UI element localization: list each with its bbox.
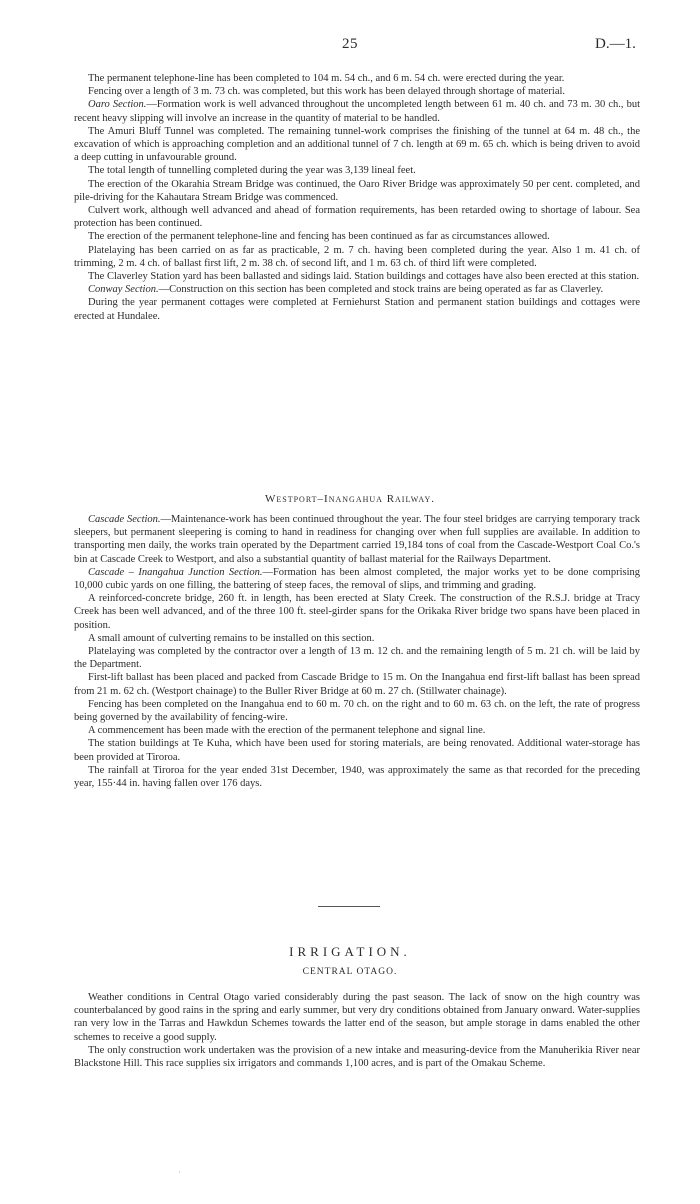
section-irrigation	[74, 991, 640, 1070]
paragraph: Fencing over a length of 3 m. 73 ch. was completed, but this work has been delayed through shortage of material.	[88, 86, 566, 98]
paragraph: The erection of the permanent telephone-line and fencing has been continued as far as circumstances allowed.	[88, 231, 550, 243]
section-westport-inangahua	[74, 513, 640, 790]
paragraph: Platelaying has been carried on as far as practicable, 2 m. 7 ch. having been completed during the year. Also 1 m. 41 ch. of trimming, 2 m. 4 ch. of ballast first lift, 2 m. 38 ch. of second lift, and 1 m. 63 ch. of third lift were completed.	[74, 244, 640, 269]
paragraph: The Amuri Bluff Tunnel was completed. The remaining tunnel-work comprises the finishing of the tunnel at 64 m. 48 ch., the excavation of which is approaching completion and an additional tunnel of 7 ch. length at 69 m. 65 ch. which is being driven to avoid a deep cutting in unfavourable ground.	[74, 125, 640, 164]
paragraph: First-lift ballast has been placed and packed from Cascade Bridge to 15 m. On the Inangahua end first-lift ballast has been spread from 21 m. 62 ch. (Westport chainage) to the Buller River Bridge at 60 m. 27 ch. (Stillwater chainage).	[74, 672, 640, 697]
paragraph: Conway Section.—Construction on this section has been completed and stock trains are being operated as far as Claverley.	[88, 284, 604, 296]
central-otago-subheading: CENTRAL OTAGO.	[302, 967, 398, 977]
irrigation-heading: IRRIGATION.	[289, 944, 411, 959]
paragraph: Oaro Section.—Formation work is well advanced throughout the uncompleted length between 61 m. 40 ch. and 73 m. 30 ch., but recent heavy slipping will involve an increase in the quantity of material to be handled.	[74, 99, 640, 124]
paragraph: The Claverley Station yard has been ballasted and sidings laid. Station buildings and cottages have also been erected at this station.	[88, 271, 640, 283]
paragraph: Weather conditions in Central Otago varied considerably during the past season. The lack of snow on the high country was counterbalanced by good rains in the spring and early summer, but very dry conditions obtained from January onward. Water-supplies ran very low in the Tarras and Hawkdun Schemes towards the latter end of the season, but ample storage in dams enabled the other schemes to receive a good supply.	[74, 992, 640, 1043]
paragraph: Fencing has been completed on the Inangahua end to 60 m. 70 ch. on the right and to 60 m. 63 ch. on the left, the rate of progress being governed by the availability of fencing-wire.	[74, 698, 640, 724]
paragraph: The permanent telephone-line has been completed to 104 m. 54 ch., and 6 m. 54 ch. were erected during the year.	[88, 73, 565, 84]
page-number: 25	[342, 36, 358, 52]
paragraph: Culvert work, although well advanced and ahead of formation requirements, has been retarded owing to shortage of labour. Sea protection has been continued.	[74, 205, 640, 230]
section-divider	[318, 906, 380, 907]
paragraph: The rainfall at Tiroroa for the year ended 31st December, 1940, was approximately the same as that recorded for the preceding year, 155·44 in. having fallen over 176 days.	[74, 764, 640, 790]
paragraph: A small amount of culverting remains to be installed on this section.	[88, 632, 375, 644]
section-coast-railway	[74, 72, 640, 323]
page-reference: D.—1.	[595, 36, 636, 52]
paragraph: Platelaying was completed by the contractor over a length of 13 m. 12 ch. and the remaining length of 5 m. 21 ch. will be laid by the Department.	[74, 646, 640, 671]
paragraph: The erection of the Okarahia Stream Bridge was continued, the Oaro River Bridge was approximately 50 per cent. completed, and pile-driving for the Kahautara Stream Bridge was commenced.	[74, 178, 640, 203]
paragraph: Cascade Section.—Maintenance-work has been continued throughout the year. The four steel bridges are carrying temporary track sleepers, but permanent sleepering is coming to hand in readiness for changing over when full supplies are available. In addition to transporting men daily, the works train operated by the Department carried 19,184 tons of coal from the Cascade-Westport Coal Co.'s bin at Cascade Creek to Westport, and also a substantial quantity of ballast material for the Railways Department.	[74, 514, 640, 565]
paragraph: A commencement has been made with the erection of the permanent telephone and signal line.	[88, 725, 486, 737]
paragraph: The total length of tunnelling completed during the year was 3,139 lineal feet.	[88, 165, 416, 177]
paragraph: The station buildings at Te Kuha, which have been used for storing materials, are being renovated. Additional water-storage has been provided at Tiroroa.	[74, 738, 640, 763]
paragraph: During the year permanent cottages were completed at Ferniehurst Station and permanent station buildings and cottages were erected at Hundalee.	[74, 297, 640, 322]
scan-speck: ·	[178, 1168, 181, 1177]
paragraph: Cascade – Inangahua Junction Section.—Formation has been almost completed, the major works yet to be done comprising 10,000 cubic yards on one filling, the battering of steep faces, the removal of slips, and trimming and grading.	[74, 566, 640, 592]
paragraph: A reinforced-concrete bridge, 260 ft. in length, has been erected at Slaty Creek. The construction of the R.S.J. bridge at Tracy Creek has been well advanced, and of the three 100 ft. steel-girder spans for the Orikaka River bridge two spans have been placed in position.	[74, 593, 640, 631]
section-heading-westport-inangahua: Westport–Inangahua Railway.	[264, 493, 435, 505]
paragraph: The only construction work undertaken was the provision of a new intake and measuring-device from the Manuherikia River near Blackstone Hill. This race supplies six irrigators and commands 1,100 acres, and is part of the Omakau Scheme.	[74, 1044, 640, 1070]
